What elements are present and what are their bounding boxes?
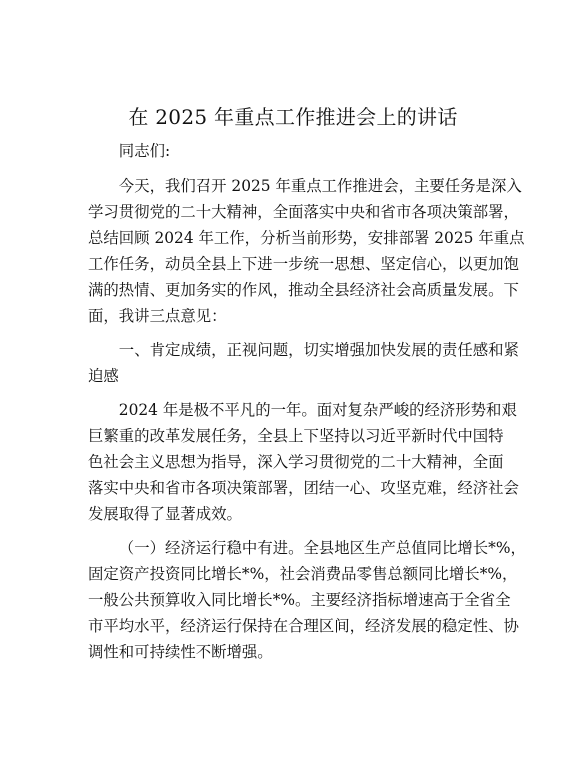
document-body	[88, 138, 526, 673]
paragraph-line: 面，我讲三点意见：	[88, 307, 227, 325]
paragraph-line: 色社会主义思想为指导，深入学习贯彻党的二十大精神，全面	[88, 453, 504, 471]
paragraph-line: 一般公共预算收入同比增长*%。主要经济指标增速高于全省全	[88, 591, 511, 609]
paragraph-line: 迫感	[88, 367, 119, 385]
paragraph-line: 总结回顾 2024 年工作，分析当前形势，安排部署 2025 年重点	[88, 229, 525, 247]
paragraph-line: 调性和可持续性不断增强。	[88, 643, 273, 661]
paragraph-line: 巨繁重的改革发展任务，全县上下坚持以习近平新时代中国特	[88, 427, 504, 445]
paragraph-line: （一）经济运行稳中有进。全县地区生产总值同比增长*%，	[118, 539, 526, 557]
paragraph-economy	[88, 535, 526, 665]
paragraph-line: 市平均水平，经济运行保持在合理区间，经济发展的稳定性、协	[88, 617, 519, 635]
salutation: 同志们:	[118, 142, 171, 160]
paragraph-line: 发展取得了显著成效。	[88, 505, 242, 523]
paragraph-line: 一、肯定成绩，正视问题，切实增强加快发展的责任感和紧	[118, 341, 519, 359]
paragraph-2024-summary	[88, 397, 519, 527]
document-title: 在 2025 年重点工作推进会上的讲话	[128, 105, 458, 129]
paragraph-line: 工作任务，动员全县上下进一步统一思想、坚定信心，以更加饱	[88, 255, 519, 273]
paragraph-line: 落实中央和省市各项决策部署，团结一心、攻坚克难，经济社会	[88, 479, 519, 497]
paragraph-line: 固定资产投资同比增长*%，社会消费品零售总额同比增长*%，	[88, 565, 518, 583]
paragraph-line: 学习贯彻党的二十大精神，全面落实中央和省市各项决策部署，	[88, 203, 519, 221]
paragraph-line: 满的热情、更加务实的作风，推动全县经济社会高质量发展。下	[88, 281, 519, 299]
paragraph-line: 今天，我们召开 2025 年重点工作推进会，主要任务是深入	[118, 177, 522, 195]
section-heading-one	[88, 337, 519, 389]
paragraph-line: 2024 年是极不平凡的一年。面对复杂严峻的经济形势和艰	[118, 401, 517, 419]
paragraph-intro	[88, 173, 525, 329]
